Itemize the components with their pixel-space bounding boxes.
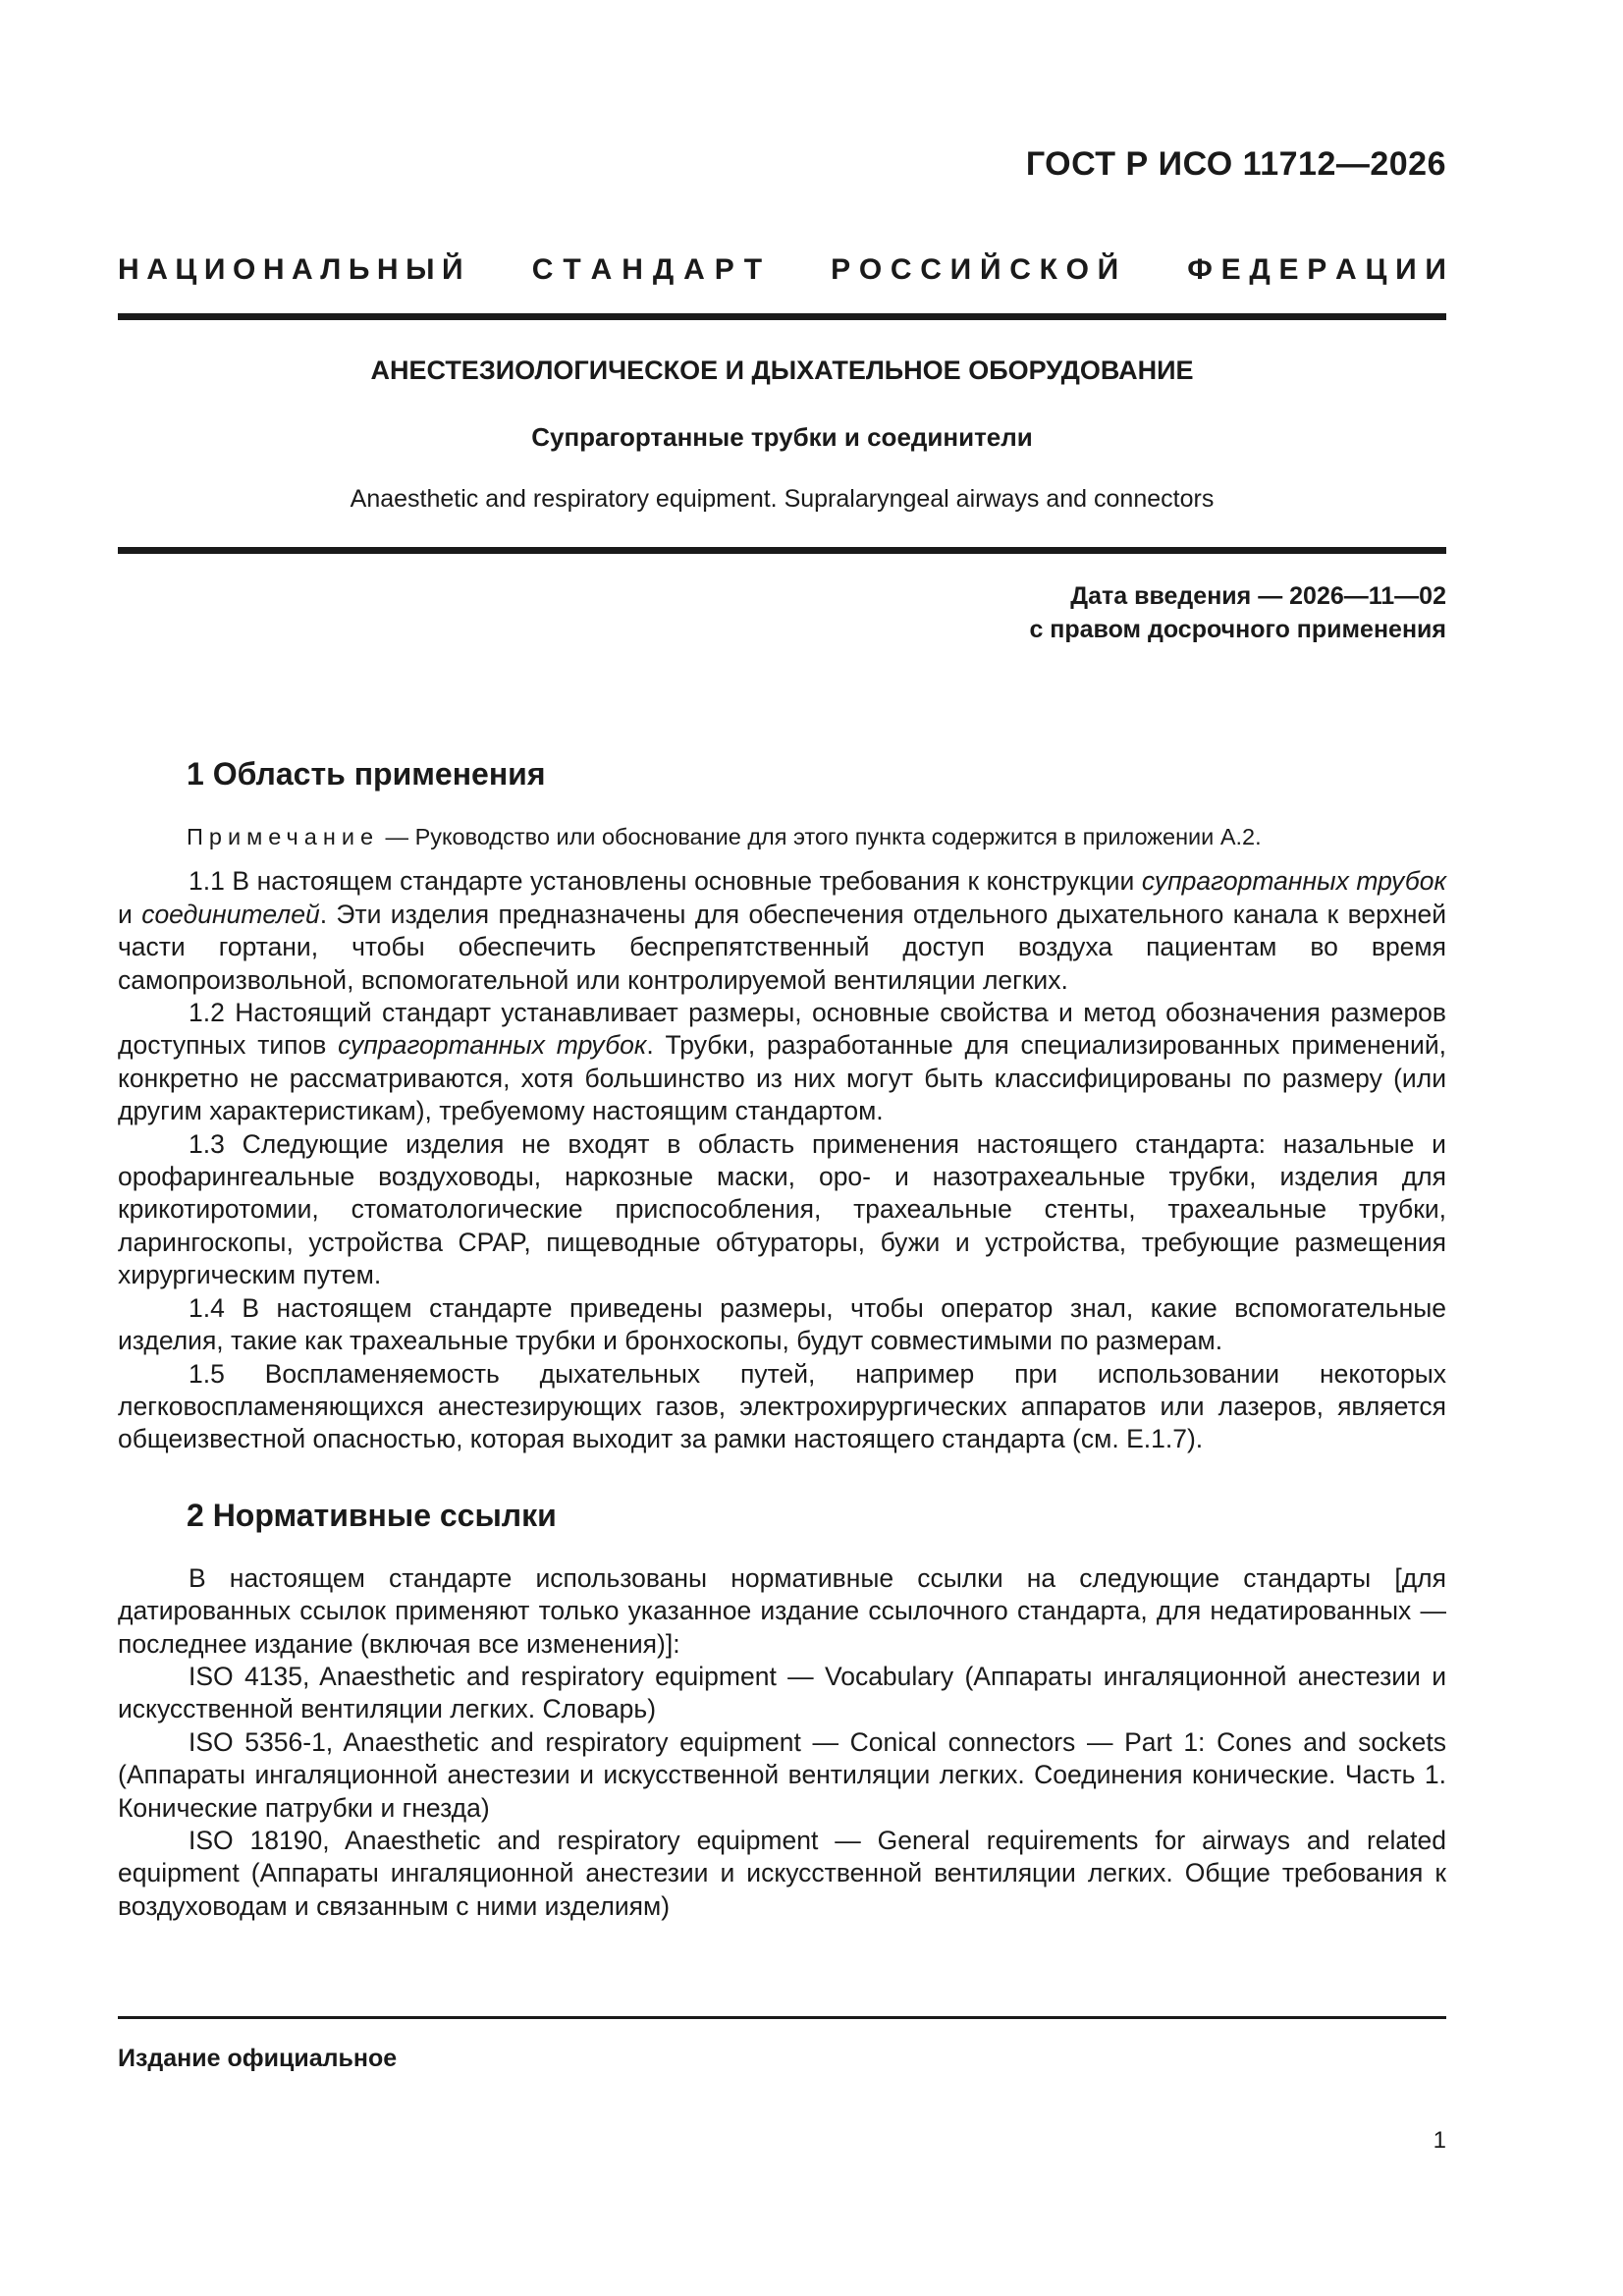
term-connectors: соединителей (141, 899, 320, 929)
document-code: ГОСТ Р ИСО 11712—2026 (1025, 145, 1446, 183)
heading-word: Н А Ц И О Н А Л Ь Н Ы Й (118, 253, 463, 286)
section-2-intro: В настоящем стандарте использованы нормативные ссылки на следующие стандарты [для датированных ссылок применяют только указанное издание ссылочного стандарта, для недатированных — последнее издание (включая все изменения)]: (118, 1562, 1446, 1659)
footer-divider (118, 2016, 1446, 2019)
heading-word: Ф Е Д Е Р А Ц И И (1187, 253, 1446, 286)
official-edition-label: Издание официальное (118, 2045, 398, 2072)
clause-1-5: 1.5 Воспламеняемость дыхательных путей, например при использовании некоторых легковоспламеняющихся анестезирующих газов, электрохирургических аппаратов или лазеров, является общеизвестной опасностью, которая выходит за рамки настоящего стандарта (см. Е.1.7). (118, 1358, 1446, 1454)
reference-iso-18190: ISO 18190, Anaesthetic and respiratory equipment — General requirements for airways and related equipment (Аппараты ингаляционной анестезии и искусственной вентиляции легких. Общие требования к воздуховодам и связанным с ними изделиям) (118, 1825, 1446, 1921)
page-number: 1 (1433, 2127, 1446, 2154)
section-1-note (118, 821, 1446, 853)
english-title: Anaesthetic and respiratory equipment. Supralaryngeal airways and connectors (350, 485, 1215, 513)
section-2-heading: 2 Нормативные ссылки (187, 1497, 557, 1533)
heading-word: Р О С С И Й С К О Й (831, 253, 1119, 286)
reference-iso-4135: ISO 4135, Anaesthetic and respiratory equipment — Vocabulary (Аппараты ингаляционной анестезии и искусственной вентиляции легких. Словарь) (118, 1661, 1446, 1724)
note-label: Примечание (187, 824, 380, 849)
clause-1-2: 1.2 Настоящий стандарт устанавливает размеры, основные свойства и метод обозначения размеров доступных типов супрагортанных трубок. Трубки, разработанные для специализированных применений, конкретно не рассматриваются, хотя большинство из них могут быть классифицированы по размеру (или другим характеристикам), требуемому настоящим стандартом. (118, 998, 1446, 1126)
header-divider (118, 313, 1446, 320)
title-divider (118, 547, 1446, 554)
section-1-heading: 1 Область применения (187, 756, 546, 792)
national-standard-heading (118, 253, 1446, 287)
reference-iso-5356-1: ISO 5356-1, Anaesthetic and respiratory equipment — Conical connectors — Part 1: Cones and sockets (Аппараты ингаляционной анестезии и искусственной вентиляции легких. Соединения конические. Часть 1. Конические патрубки и гнезда) (118, 1726, 1446, 1823)
heading-word: С Т А Н Д А Р Т (531, 253, 763, 286)
main-content (118, 754, 1446, 1923)
document-title: АНЕСТЕЗИОЛОГИЧЕСКОЕ И ДЫХАТЕЛЬНОЕ ОБОРУДОВАНИЕ (370, 355, 1194, 385)
clause-1-4: 1.4 В настоящем стандарте приведены размеры, чтобы оператор знал, какие вспомогательные изделия, такие как трахеальные трубки и бронхоскопы, будут совместимыми по размерам. (118, 1292, 1446, 1356)
note-text: — Руководство или обоснование для этого пункта содержится в приложении А.2. (379, 824, 1262, 849)
term-supralaryngeal-airways-2: супрагортанных трубок (338, 1030, 647, 1061)
term-supralaryngeal-airways: супрагортанных трубок (1141, 866, 1446, 897)
introduction-date: Дата введения — 2026—11—02 (1070, 582, 1446, 610)
early-application-note: с правом досрочного применения (1029, 616, 1446, 643)
clause-1-3: 1.3 Следующие изделия не входят в область применения настоящего стандарта: назальные и орофарингеальные воздуховоды, наркозные маски, оро- и назотрахеальные трубки, изделия для крикотиротомии, стоматологические приспособления, трахеальные стенты, трахеальные трубки, ларингоскопы, устройства CPAP, пищеводные обтураторы, бужи и устройства, требующие размещения хирургическим путем. (118, 1128, 1446, 1290)
clause-1-1: 1.1 В настоящем стандарте установлены основные требования к конструкции супрагортанных трубок и соединителей. Эти изделия предназначены для обеспечения отдельного дыхательного канала к верхней части гортани, чтобы обеспечить беспрепятственный доступ воздуха пациентам во время самопроизвольной, вспомогательной или контролируемой вентиляции легких. (118, 866, 1446, 995)
document-subtitle: Супрагортанные трубки и соединители (531, 422, 1033, 452)
introduction-date-block (1029, 579, 1446, 646)
